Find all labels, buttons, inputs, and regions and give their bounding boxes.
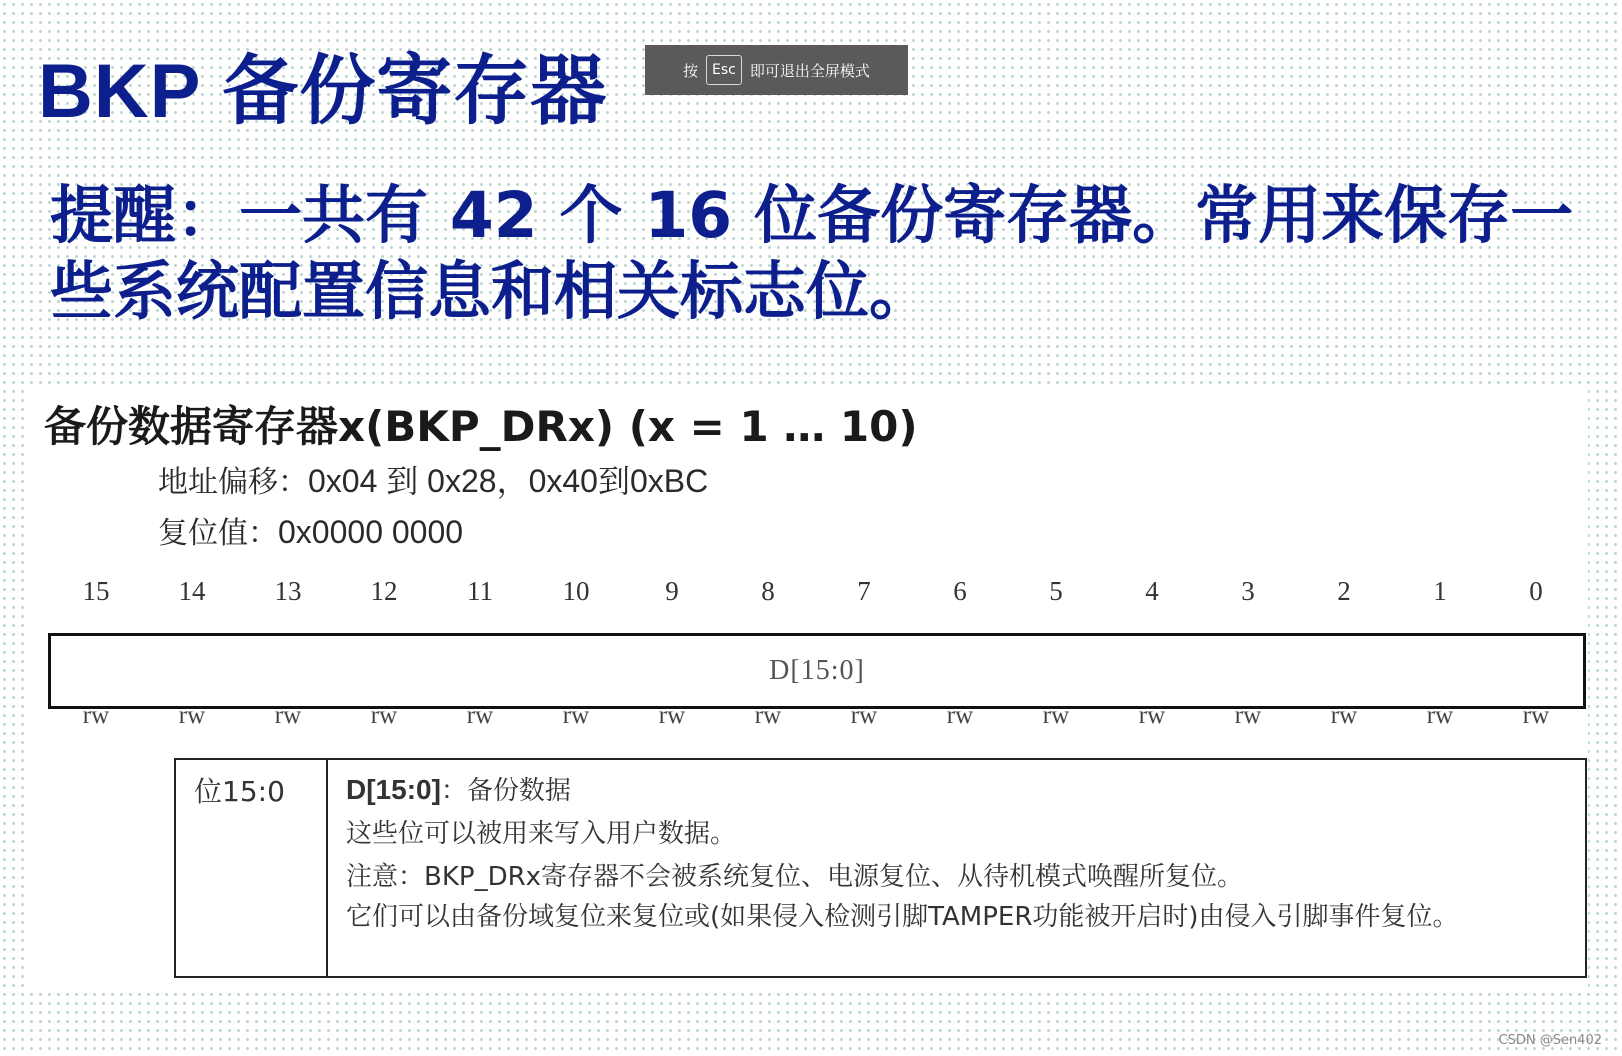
access-type: rw: [1426, 702, 1454, 729]
address-offset-value: 0x04 到 0x28，0x40到0xBC: [308, 463, 709, 499]
esc-key-badge: Esc: [706, 55, 742, 85]
toast-message: 即可退出全屏模式: [749, 61, 870, 80]
access-type-row: [48, 702, 1584, 730]
bit-number: 7: [857, 576, 871, 606]
access-type: rw: [1330, 702, 1358, 729]
bit-number: 0: [1529, 576, 1543, 606]
register-name: 备份数据寄存器x(BKP_DRx) (x = 1 … 10): [44, 402, 918, 451]
bit-number: 11: [467, 576, 493, 606]
access-type: rw: [754, 702, 782, 729]
description-line: 它们可以由备份域复位来复位或(如果侵入检测引脚TAMPER功能被开启时)由侵入引脚事件复位。: [346, 902, 1459, 932]
description-line: 注意：BKP_DRx寄存器不会被系统复位、电源复位、从待机模式唤醒所复位。: [346, 862, 1244, 892]
access-type: rw: [1042, 702, 1070, 729]
description-heading: [346, 768, 1585, 813]
bit-number: 15: [82, 576, 110, 606]
access-type: rw: [466, 702, 494, 729]
access-type: rw: [274, 702, 302, 729]
address-offset-label: 地址偏移：: [158, 465, 308, 500]
bit-number: 2: [1337, 576, 1351, 606]
access-type: rw: [1234, 702, 1262, 729]
field-description-table: [174, 758, 1587, 978]
bit-number-row: [48, 576, 1584, 607]
access-type: rw: [658, 702, 686, 729]
access-type: rw: [562, 702, 590, 729]
register-field-bar: D[15:0]: [48, 633, 1586, 709]
access-type: rw: [946, 702, 974, 729]
address-offset: [158, 456, 708, 502]
reset-value-label: 复位值：: [158, 516, 278, 551]
access-type: rw: [850, 702, 878, 729]
description-field-title: ：备份数据: [440, 776, 571, 806]
bit-number: 13: [274, 576, 302, 606]
access-type: rw: [1138, 702, 1166, 729]
bit-number: 10: [562, 576, 590, 606]
bit-number: 14: [178, 576, 206, 606]
access-type: rw: [178, 702, 206, 729]
fullscreen-exit-toast: [645, 45, 908, 95]
bit-number: 4: [1145, 576, 1159, 606]
bit-number: 12: [370, 576, 398, 606]
register-doc-panel: [26, 390, 1588, 988]
toast-prefix: 按: [683, 61, 699, 80]
access-type: rw: [1522, 702, 1550, 729]
description-line: 这些位可以被用来写入用户数据。: [346, 819, 737, 849]
csdn-watermark: CSDN @Sen402: [1498, 1033, 1602, 1048]
reminder-text: 提醒：一共有 42 个 16 位备份寄存器。常用来保存一些系统配置信息和相关标志位。: [50, 179, 1574, 328]
description-body-cell: [328, 760, 1585, 976]
description-field-name: D[15:0]: [346, 774, 441, 805]
bit-number: 9: [665, 576, 679, 606]
description-bits-cell: 位15:0: [176, 760, 328, 976]
slide-title: BKP 备份寄存器: [38, 49, 608, 134]
access-type: rw: [82, 702, 110, 729]
reset-value-value: 0x0000 0000: [278, 514, 464, 550]
bit-number: 5: [1049, 576, 1063, 606]
bit-number: 3: [1241, 576, 1255, 606]
reset-value: [158, 508, 463, 552]
bit-number: 6: [953, 576, 967, 606]
bit-number: 1: [1433, 576, 1447, 606]
bit-number: 8: [761, 576, 775, 606]
access-type: rw: [370, 702, 398, 729]
